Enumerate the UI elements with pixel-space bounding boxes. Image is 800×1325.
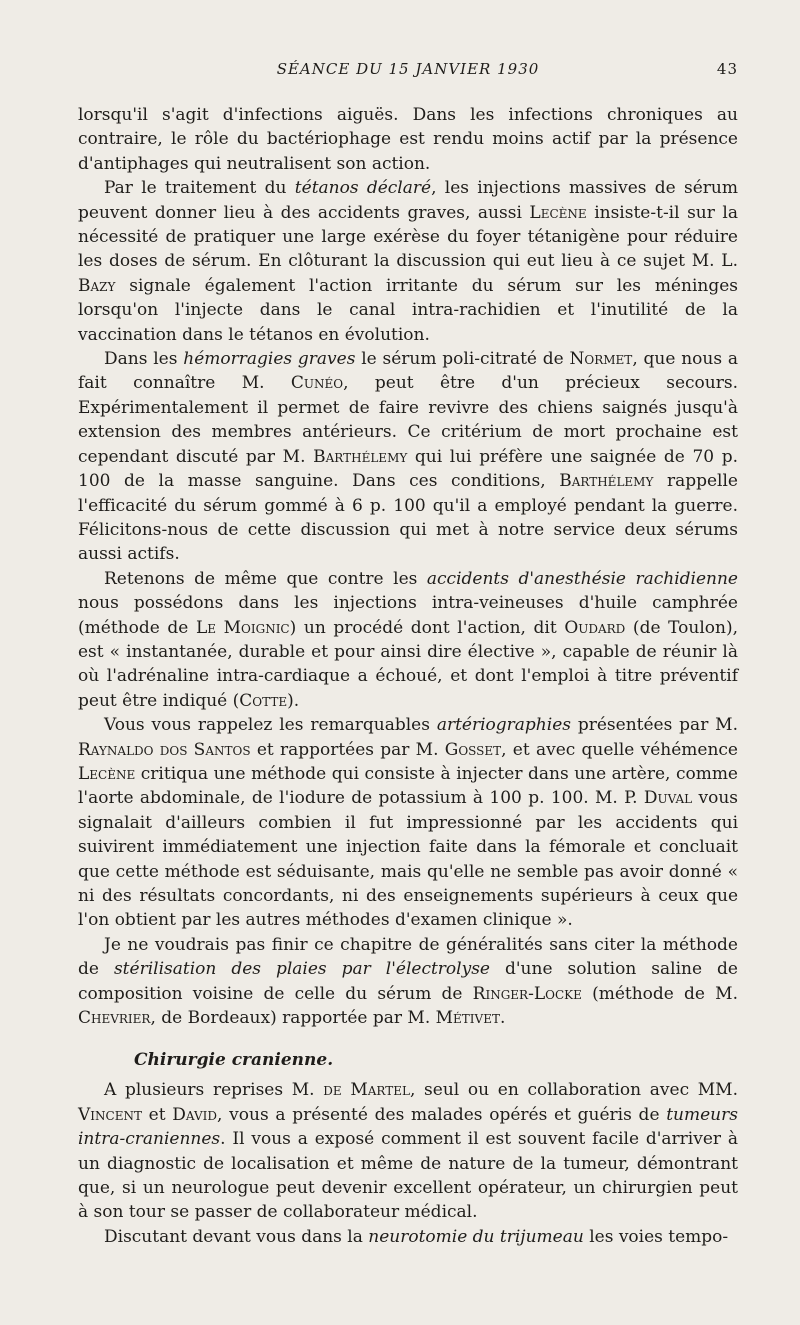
paragraph-2: Par le traitement du tétanos déclaré, les injections massives de sérum peuvent donner lieu à des accidents graves, aussi Lecène insiste-t-il sur la nécessité de pratiquer une large exérèse du foyer tétanigène pour réduire les doses de sérum. En clôturant la discussion qui eut lieu à ce sujet M. L. Bazy signale également l'action irritante du sérum sur les méninges lorsqu'on l'injecte dans le canal intra-rachidien et l'inutilité de la vaccination dans le tétanos en évolution. bbox=[78, 178, 738, 345]
author-name: Chevrier bbox=[78, 1008, 151, 1029]
author-name: Métivet bbox=[435, 1008, 500, 1029]
page-header bbox=[78, 60, 738, 84]
running-head: SÉANCE DU 15 JANVIER 1930 bbox=[276, 60, 540, 78]
author-name: Barthélemy bbox=[559, 471, 654, 492]
paragraph-5: Vous vous rappelez les remarquables artériographies présentées par M. Raynaldo dos Santos et rapportées par M. Gosset, et avec quelle véhémence Lecène critiqua une méthode qui consiste à injecter dans une artère, comme l'aorte abdominale, de l'iodure de potassium à 100 p. 100. M. P. Duval vous signalait d'ailleurs combien il fut impressionné par les accidents qui suivirent immédiatement une injection faite dans la fémorale et concluait que cette méthode est séduisante, mais qu'elle ne semble pas avoir donné « ni des résultats concordants, ni des enseignements supérieurs à ceux que l'on obtient par les autres méthodes d'examen clinique ». bbox=[78, 715, 738, 931]
author-name: de Martel bbox=[323, 1080, 410, 1101]
author-name: Cotte bbox=[239, 690, 288, 711]
section-heading: Chirurgie cranienne. bbox=[134, 1050, 334, 1071]
author-name: Cunéo bbox=[290, 373, 344, 394]
italic-term: tétanos déclaré bbox=[294, 178, 432, 199]
italic-term: accidents d'anesthésie rachidienne bbox=[426, 568, 738, 589]
section-paragraph-1: A plusieurs reprises M. de Martel, seul ou en collaboration avec MM. Vincent et David, vous a présenté des malades opérés et guéris de tumeurs intra-craniennes. Il vous a exposé comment il est souvent facile d'arriver à un diagnostic de localisation et même de nature de la tumeur, démontrant que, si un neurologue peut devenir excellent opérateur, un chirurgien peut à son tour se passer de collaborateur médical. bbox=[78, 1080, 738, 1223]
italic-term: neurotomie du trijumeau bbox=[368, 1226, 584, 1247]
italic-term: artériographies bbox=[436, 715, 571, 736]
author-name: Lecène bbox=[529, 202, 587, 223]
author-name: Le Moignic bbox=[195, 617, 290, 638]
paragraph-6: Je ne voudrais pas finir ce chapitre de généralités sans citer la méthode de stérilisation des plaies par l'électrolyse d'une solution saline de composition voisine de celle du sérum de Ringer-Locke (méthode de M. Chevrier, de Bordeaux) rapportée par M. Métivet. bbox=[78, 934, 738, 1029]
author-name: Vincent bbox=[78, 1104, 142, 1125]
author-name: Normet bbox=[569, 349, 633, 370]
page-number: 43 bbox=[716, 60, 738, 78]
author-name: Ringer-Locke bbox=[472, 983, 582, 1004]
author-name: Gosset bbox=[444, 739, 502, 760]
italic-term: stérilisation des plaies par l'électrolyse bbox=[113, 959, 490, 980]
author-name: Duval bbox=[643, 788, 693, 809]
italic-term: tumeurs intra-craniennes bbox=[78, 1104, 738, 1150]
author-name: Bazy bbox=[78, 275, 116, 296]
paragraph-1: lorsqu'il s'agit d'infections aiguës. Dans les infections chroniques au contraire, le rôle du bactériophage est rendu moins actif par la présence d'antiphages qui neutralisent son action. bbox=[78, 105, 738, 174]
italic-term: hémorragies graves bbox=[183, 349, 356, 370]
author-name: Barthélemy bbox=[313, 446, 408, 467]
author-name: Oudard bbox=[564, 617, 626, 638]
author-name: Raynaldo dos Santos bbox=[78, 739, 251, 760]
paragraph-4: Retenons de même que contre les accidents d'anesthésie rachidienne nous possédons dans les injections intra-veineuses d'huile camphrée (méthode de Le Moignic) un procédé dont l'action, dit Oudard (de Toulon), est « instantanée, durable et pour ainsi dire élective », capable de réunir là où l'adrénaline intra-cardiaque a échoué, et dont l'emploi à titre préventif peut être indiqué (Cotte). bbox=[78, 568, 738, 711]
author-name: Lecène bbox=[78, 763, 136, 784]
page-body bbox=[78, 103, 738, 1249]
section-paragraph-2: Discutant devant vous dans la neurotomie du trijumeau les voies tempo- bbox=[104, 1226, 729, 1247]
author-name: David bbox=[172, 1104, 218, 1125]
paragraph-3: Dans les hémorragies graves le sérum poli-citraté de Normet, que nous a fait connaître M. Cunéo, peut être d'un précieux secours. Expérimentalement il permet de faire revivre des chiens saignés jusqu'à extension des membres antérieurs. Ce critérium de mort prochaine est cependant discuté par M. Barthélemy qui lui préfère une saignée de 70 p. 100 de la masse sanguine. Dans ces conditions, Barthélemy rappelle l'efficacité du sérum gommé à 6 p. 100 qu'il a employé pendant la guerre. Félicitons-nous de cette discussion qui met à notre service deux sérums aussi actifs. bbox=[78, 349, 739, 565]
